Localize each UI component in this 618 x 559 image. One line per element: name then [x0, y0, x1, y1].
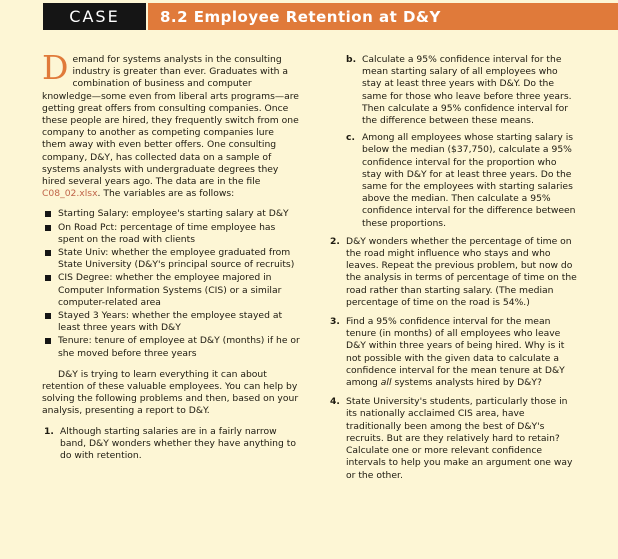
- square-bullet-icon: [45, 313, 51, 319]
- question-3: [328, 316, 578, 389]
- question-text: State University's students, particularly those in its nationally acclaimed CIS area, have traditionally been among the best of D&Y's recruits. But are they relatively hard to retain? Calculate one or more relevant confidence intervals to help you make an argument one way or the other.: [346, 396, 573, 481]
- list-item: On Road Pct: percentage of time employee has spent on the road with clients: [42, 222, 300, 246]
- question-number: 4.: [330, 396, 340, 408]
- list-item: Stayed 3 Years: whether the employee stayed at least three years with D&Y: [42, 310, 300, 334]
- square-bullet-icon: [45, 211, 51, 217]
- question-text: Although starting salaries are in a fairly narrow band, D&Y wonders whether they have anything to do with retention.: [60, 425, 296, 462]
- question-text: Find a 95% confidence interval for the mean tenure (in months) of all employees who leave D&Y within three years of being hired. Why is it not possible with the given data to calculate a confidence interval for the mean tenure at D&Y among: [346, 316, 565, 389]
- square-bullet-icon: [45, 250, 51, 256]
- intro-paragraph: [42, 48, 300, 200]
- question-2: [328, 236, 578, 309]
- question-text: D&Y wonders whether the percentage of time on the road might influence who stays and who leaves. Repeat the previous problem, but now do the analysis in terms of percentage of time on the road rather than starting salary. (The median percentage of time on the road is 54%.): [346, 235, 577, 308]
- question-1-subparts: [328, 54, 578, 230]
- list-item: CIS Degree: whether the employee majored in Computer Information Systems (CIS) or a similar computer-related area: [42, 272, 300, 309]
- question-text-end: systems analysts hired by D&Y?: [391, 377, 542, 389]
- question-1: [42, 426, 300, 463]
- intro-text: emand for systems analysts in the consulting industry is greater than ever. Graduates with a combination of business and computer knowledge—some even from liberal arts programs—are getting great offers from consulting companies. Once these people are hired, they frequently switch from one company to another as competing companies lure them away with even better offers. One consulting company, D&Y, has collected data on a sample of systems analysts with undergraduate degrees they hired several years ago. The data are in the file: [42, 54, 299, 188]
- intro-text-end: . The variables are as follows:: [97, 188, 235, 200]
- square-bullet-icon: [45, 225, 51, 231]
- left-column: [42, 48, 300, 469]
- list-item: State Univ: whether the employee graduated from State University (D&Y's principal source of recruits): [42, 247, 300, 271]
- list-item: Tenure: tenure of employee at D&Y (months) if he or she moved before three years: [42, 335, 300, 359]
- question-4: [328, 396, 578, 481]
- list-item: Starting Salary: employee's starting salary at D&Y: [42, 208, 300, 220]
- question-number: 3.: [330, 316, 340, 328]
- subquestion-text: Among all employees whose starting salary is below the median ($37,750), calculate a 95% confidence interval for the proportion who stay with D&Y for at least three years. Do the same for the employees with starting salaries above the median. Then calculate a 95% confidence interval for the difference between these proportions.: [362, 132, 576, 229]
- subquestion-b: [346, 54, 578, 127]
- subquestion-label: c.: [346, 132, 355, 144]
- case-header: [0, 0, 618, 30]
- question-number: 2.: [330, 235, 340, 247]
- subquestion-text: Calculate a 95% confidence interval for the mean starting salary of all employees who stay at least three years with D&Y. Do the same for those who leave before three years. Then calculate a 95% confidence interval for the difference between these means.: [362, 54, 572, 127]
- variable-list: [42, 208, 300, 359]
- question-list-continued: [328, 236, 578, 482]
- question-number: 1.: [44, 425, 54, 437]
- right-column: [328, 54, 578, 489]
- instructions-paragraph: D&Y is trying to learn everything it can about retention of these valuable employees. You can help by solving the following problems and then, based on your analysis, presenting a report to D&Y.: [42, 368, 299, 417]
- subquestion-c: [346, 132, 578, 230]
- square-bullet-icon: [45, 275, 51, 281]
- case-label: CASE: [43, 3, 146, 30]
- case-title: 8.2 Employee Retention at D&Y: [148, 3, 618, 30]
- question-list: [42, 426, 300, 463]
- subquestion-label: b.: [346, 54, 357, 65]
- drop-cap: D: [42, 48, 69, 87]
- square-bullet-icon: [45, 338, 51, 344]
- data-file-name: C08_02.xlsx: [42, 188, 98, 200]
- emphasis-all: all: [380, 377, 392, 389]
